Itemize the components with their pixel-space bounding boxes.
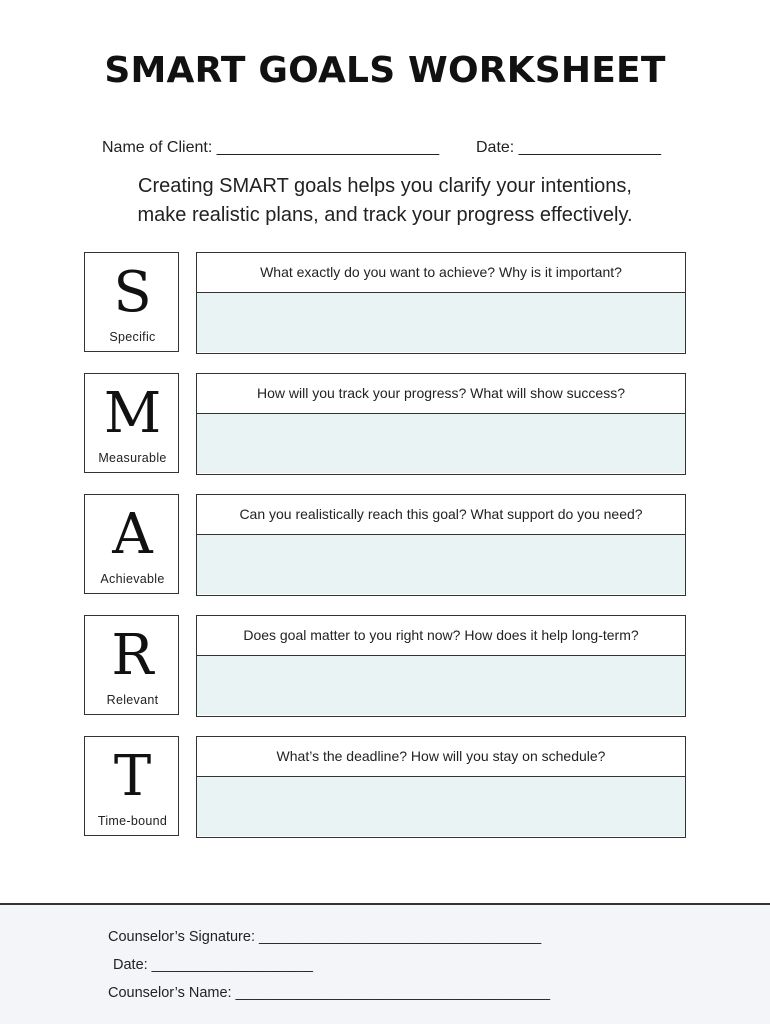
label-time-bound: Time-bound (97, 814, 168, 828)
question-relevant: Does goal matter to you right now? How does it help long-term? (197, 616, 685, 656)
page-title: SMART GOALS WORKSHEET (104, 50, 666, 91)
answer-area-achievable[interactable] (197, 535, 685, 594)
smart-row-achievable (84, 494, 686, 596)
question-box-achievable (196, 494, 686, 596)
date-field[interactable]: Date: ________________ (476, 139, 662, 156)
letter-r: R (111, 623, 154, 688)
letter-t: T (113, 744, 152, 809)
answer-area-measurable[interactable] (197, 414, 685, 473)
smart-row-time-bound (84, 736, 686, 838)
smart-row-measurable (84, 373, 686, 475)
answer-area-relevant[interactable] (197, 656, 685, 715)
smart-row-specific (84, 252, 686, 354)
smart-row-relevant (84, 615, 686, 717)
question-box-time-bound (196, 736, 686, 838)
letter-box-measurable (84, 373, 179, 473)
label-relevant: Relevant (106, 693, 159, 707)
question-achievable: Can you realistically reach this goal? What support do you need? (197, 495, 685, 535)
intro-line-2: make realistic plans, and track your progress effectively. (137, 204, 633, 226)
intro-line-1: Creating SMART goals helps you clarify your intentions, (138, 175, 632, 197)
letter-s: S (113, 260, 152, 325)
label-measurable: Measurable (98, 451, 167, 465)
question-measurable: How will you track your progress? What will show success? (197, 374, 685, 414)
question-time-bound: What’s the deadline? How will you stay on schedule? (197, 737, 685, 777)
label-specific: Specific (109, 330, 156, 344)
footer-date-field[interactable]: Date: ____________________ (113, 957, 313, 973)
question-specific: What exactly do you want to achieve? Why is it important? (197, 253, 685, 293)
intro-text (0, 172, 770, 230)
counselor-signature-field[interactable]: Counselor’s Signature: ___________________________________ (108, 929, 542, 945)
footer-signature-section (0, 903, 770, 1024)
letter-box-achievable (84, 494, 179, 594)
question-box-specific (196, 252, 686, 354)
label-achievable: Achievable (100, 572, 165, 586)
letter-box-specific (84, 252, 179, 352)
letter-box-time-bound (84, 736, 179, 836)
question-box-relevant (196, 615, 686, 717)
answer-area-time-bound[interactable] (197, 777, 685, 836)
answer-area-specific[interactable] (197, 293, 685, 352)
question-box-measurable (196, 373, 686, 475)
letter-box-relevant (84, 615, 179, 715)
client-name-field[interactable]: Name of Client: _________________________ (102, 139, 440, 156)
counselor-name-field[interactable]: Counselor’s Name: _______________________________________ (108, 985, 551, 1001)
letter-a: A (112, 502, 153, 567)
letter-m: M (103, 381, 162, 446)
